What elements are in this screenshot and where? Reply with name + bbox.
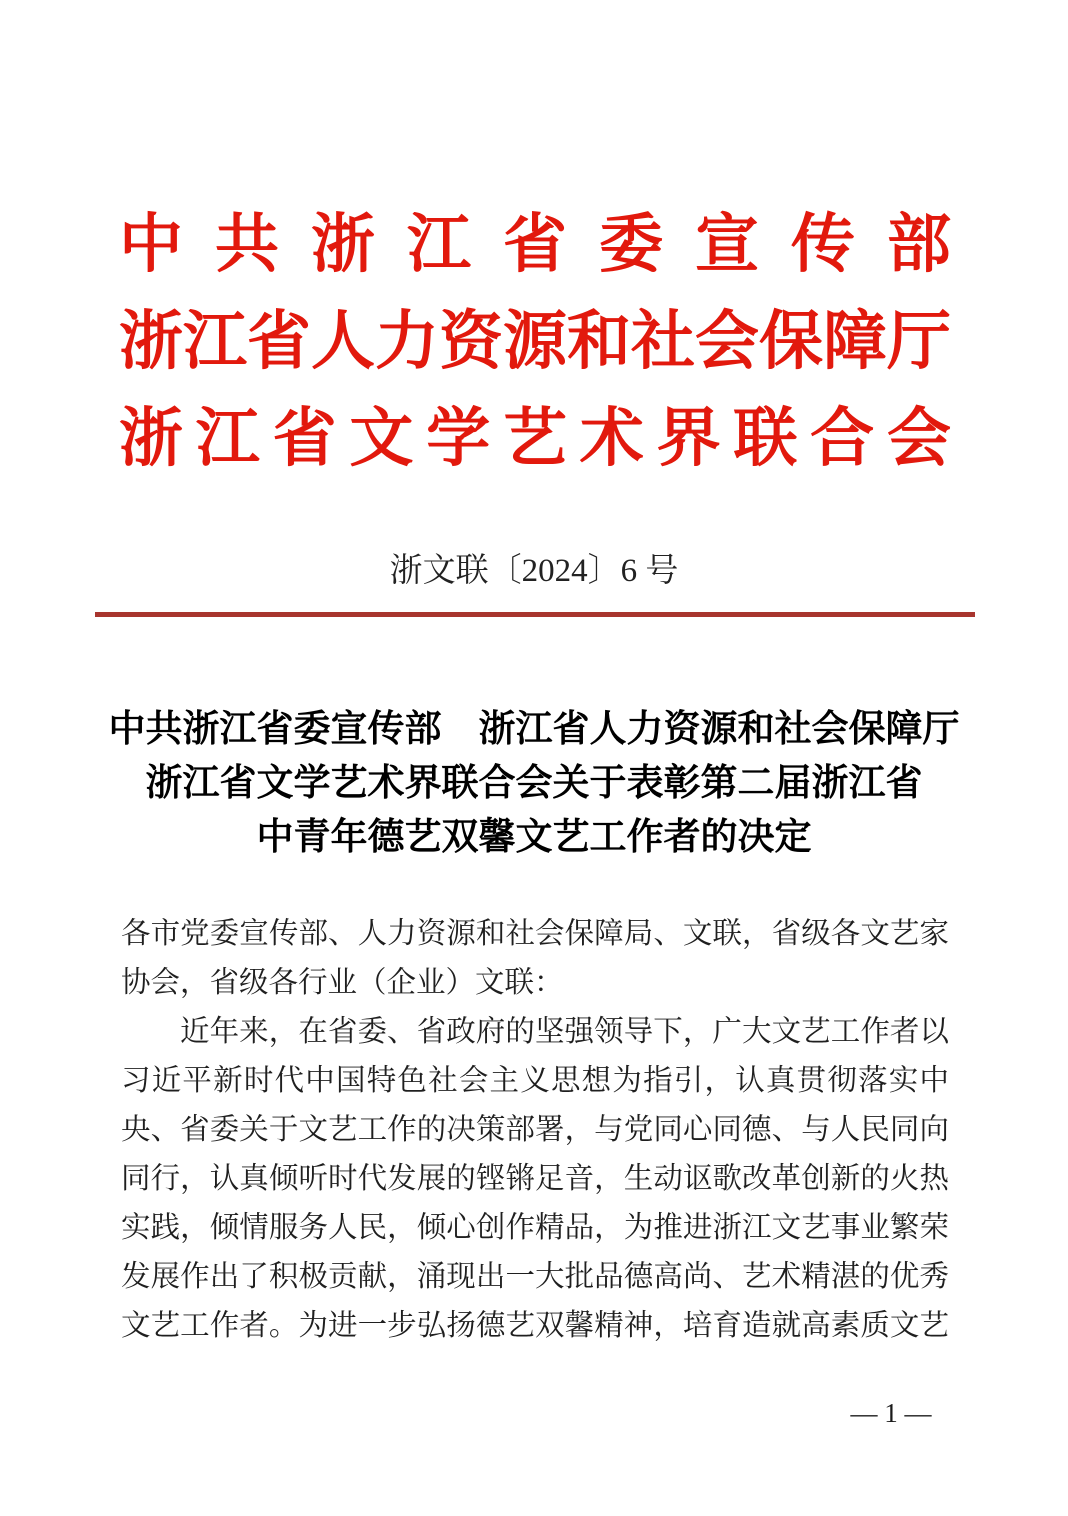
document-number: 浙文联〔2024〕6 号: [389, 553, 679, 589]
body-line: 同行，认真倾听时代发展的铿锵足音，生动讴歌改革创新的火热: [121, 1163, 949, 1195]
body-line: 习近平新时代中国特色社会主义思想为指引，认真贯彻落实中: [121, 1065, 949, 1097]
body-line: 发展作出了积极贡献，涌现出一大批品德高尚、艺术精湛的优秀: [121, 1261, 949, 1293]
letterhead: [119, 196, 951, 487]
letterhead-line: 中 共 浙 江 省 委 宣 传 部: [119, 208, 951, 280]
page-number: — 1 —: [850, 1398, 932, 1428]
document-body: [121, 910, 949, 1351]
body-line: 协会，省级各行业（企业）文联：: [121, 967, 564, 999]
letterhead-line: 浙 江 省 人 力 资 源 和 社 会 保 障 厅: [119, 305, 951, 377]
document-title: [0, 703, 1068, 865]
title-line: 中共浙江省委宣传部 浙江省人力资源和社会保障厅: [108, 709, 960, 750]
title-line: 中青年德艺双馨文艺工作者的决定: [256, 817, 812, 858]
letterhead-line: 浙 江 省 文 学 艺 术 界 联 合 会: [119, 402, 951, 474]
body-line: 近年来，在省委、省政府的坚强领导下，广大文艺工作者以: [180, 1016, 949, 1048]
red-divider-line: [95, 612, 975, 617]
title-line: 浙江省文学艺术界联合会关于表彰第二届浙江省: [145, 763, 923, 804]
body-line: 实践，倾情服务人民，倾心创作精品，为推进浙江文艺事业繁荣: [121, 1212, 949, 1244]
body-line: 央、省委关于文艺工作的决策部署，与党同心同德、与人民同向: [121, 1114, 949, 1146]
body-line: 文艺工作者。为进一步弘扬德艺双馨精神，培育造就高素质文艺: [121, 1310, 949, 1342]
body-line: 各市党委宣传部、人力资源和社会保障局、文联，省级各文艺家: [121, 918, 949, 950]
